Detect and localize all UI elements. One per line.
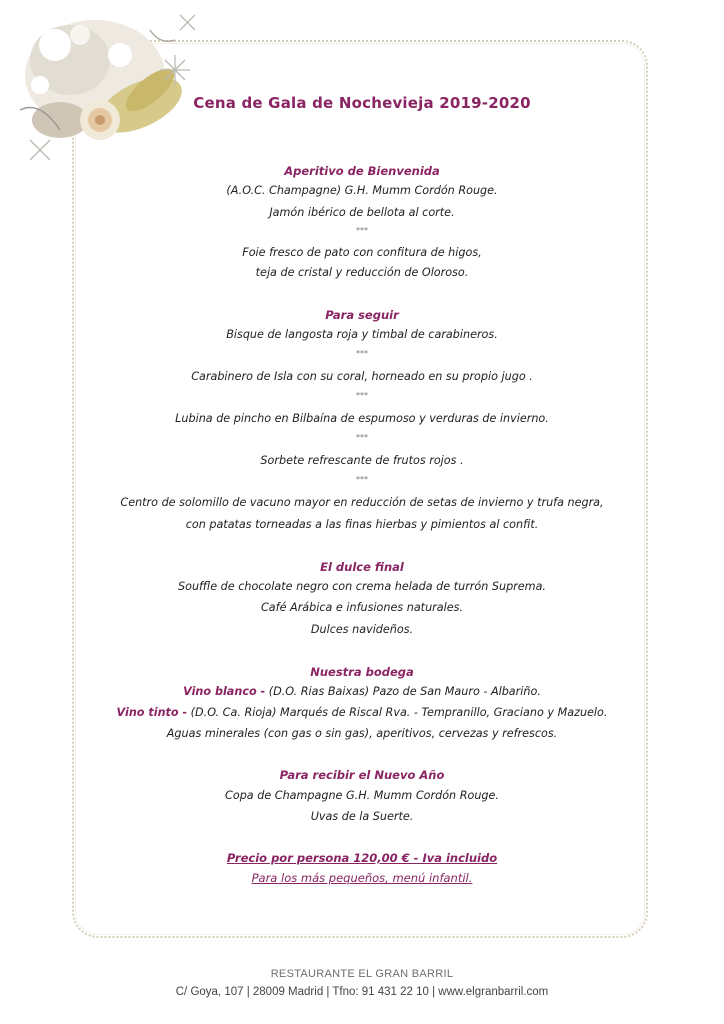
menu-item: Lubina de pincho en Bilbaína de espumoso y verduras de invierno. xyxy=(175,412,549,425)
wine-white-line xyxy=(0,685,724,698)
section-heading-bodega: Nuestra bodega xyxy=(310,665,414,679)
wine-white-text: (D.O. Rias Baixas) Pazo de San Mauro - Albariño. xyxy=(265,685,541,698)
restaurant-address: C/ Goya, 107 | 28009 Madrid | Tfno: 91 431 22 10 | www.elgranbarril.com xyxy=(175,986,549,998)
menu-item: Bisque de langosta roja y timbal de carabineros. xyxy=(226,328,498,341)
section-heading-seguir: Para seguir xyxy=(325,308,399,322)
price-line: Precio por persona 120,00 € - Iva incluido xyxy=(226,851,498,865)
menu-item: Dulces navideños. xyxy=(310,623,414,636)
page-title: Cena de Gala de Nochevieja 2019-2020 xyxy=(193,94,531,112)
section-heading-nuevo: Para recibir el Nuevo Año xyxy=(279,768,445,782)
menu-item: Jamón ibérico de bellota al corte. xyxy=(269,206,455,219)
menu-item: con patatas torneadas a las finas hierbas y pimientos al confit. xyxy=(185,518,539,531)
section-heading-dulce: El dulce final xyxy=(320,560,404,574)
menu-item: Foie fresco de pato con confitura de higos, xyxy=(242,246,482,259)
kids-menu-line: Para los más pequeños, menú infantil. xyxy=(251,871,473,885)
restaurant-name: RESTAURANTE EL GRAN BARRIL xyxy=(270,968,454,980)
menu-item: Uvas de la Suerte. xyxy=(310,810,414,823)
separator: *** xyxy=(356,475,368,484)
menu-item: teja de cristal y reducción de Oloroso. xyxy=(255,266,469,279)
menu-item: Copa de Champagne G.H. Mumm Cordón Rouge. xyxy=(225,789,499,802)
separator: *** xyxy=(356,226,368,235)
menu-item: Centro de solomillo de vacuno mayor en reducción de setas de invierno y trufa negra, xyxy=(120,496,604,509)
menu-item: Café Arábica e infusiones naturales. xyxy=(261,601,463,614)
floral-ornament-icon xyxy=(0,0,220,170)
wine-red-label: Vino tinto - xyxy=(116,706,188,719)
wine-red-line xyxy=(0,706,724,719)
wine-white-label: Vino blanco - xyxy=(183,685,266,698)
menu-item: (A.O.C. Champagne) G.H. Mumm Cordón Rouge. xyxy=(226,184,498,197)
menu-item: Sorbete refrescante de frutos rojos . xyxy=(260,454,464,467)
menu-item: Aguas minerales (con gas o sin gas), aperitivos, cervezas y refrescos. xyxy=(166,727,558,740)
wine-red-text: (D.O. Ca. Rioja) Marqués de Riscal Rva. - Tempranillo, Graciano y Mazuelo. xyxy=(187,706,608,719)
section-heading-aperitivo: Aperitivo de Bienvenida xyxy=(284,164,440,178)
menu-item: Carabinero de Isla con su coral, horneado en su propio jugo . xyxy=(191,370,533,383)
separator: *** xyxy=(356,433,368,442)
separator: *** xyxy=(356,391,368,400)
menu-item: Souffle de chocolate negro con crema helada de turrón Suprema. xyxy=(178,580,546,593)
separator: *** xyxy=(356,349,368,358)
